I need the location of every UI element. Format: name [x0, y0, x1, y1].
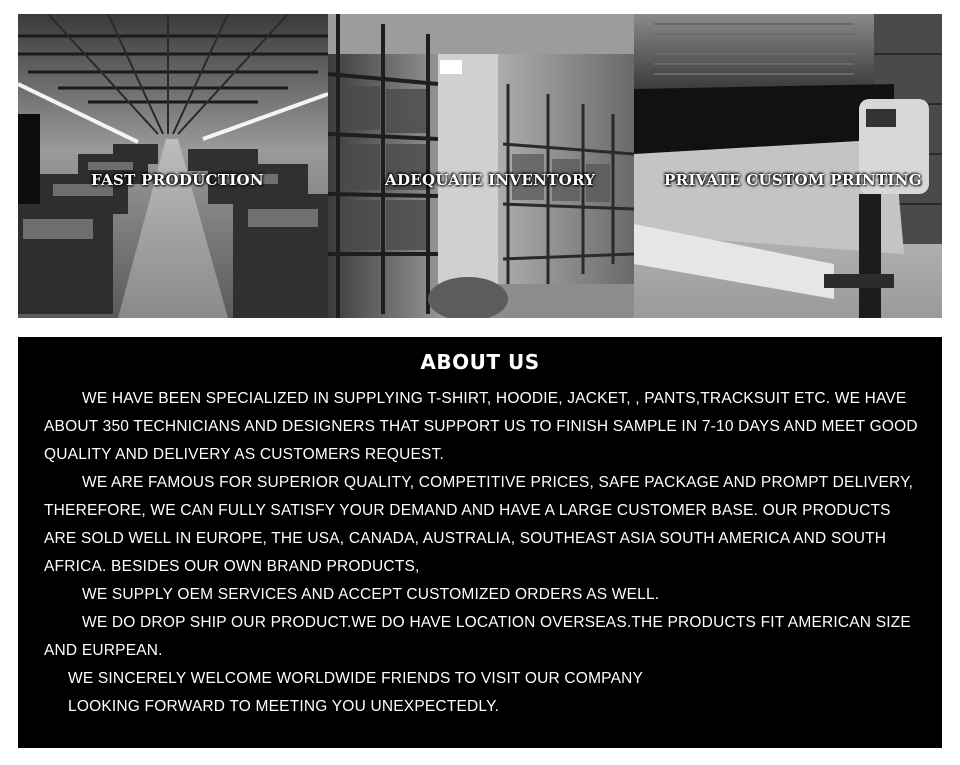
warehouse-image: [328, 14, 634, 318]
photo-caption-adequate-inventory: ADEQUATE INVENTORY: [385, 171, 596, 189]
about-us-title: ABOUT US: [420, 350, 540, 374]
about-paragraph: WE HAVE BEEN SPECIALIZED IN SUPPLYING T-SHIRT, HOODIE, JACKET, , PANTS,TRACKSUIT ETC. WE HAVE ABOUT 350 TECHNICIANS AND DESIGNERS THAT SUPPORT US TO FINISH SAMPLE IN 7-10 DAYS AND MEET GOOD QUALITY AND DELIVERY AS CUSTOMERS REQUEST.: [44, 390, 918, 463]
photo-adequate-inventory: [328, 14, 634, 318]
photo-fast-production: [18, 14, 328, 318]
printing-machine-image: [634, 14, 942, 318]
photo-strip: [18, 14, 942, 318]
photo-private-custom-printing: [634, 14, 942, 318]
about-us-panel: [18, 337, 942, 748]
factory-floor-image: [18, 14, 328, 318]
about-paragraph: LOOKING FORWARD TO MEETING YOU UNEXPECTEDLY.: [68, 698, 500, 715]
photo-caption-fast-production: FAST PRODUCTION: [91, 171, 264, 189]
about-paragraph: WE SUPPLY OEM SERVICES AND ACCEPT CUSTOMIZED ORDERS AS WELL.: [82, 586, 660, 603]
about-paragraph: WE DO DROP SHIP OUR PRODUCT.WE DO HAVE LOCATION OVERSEAS.THE PRODUCTS FIT AMERICAN SIZE AND EURPEAN.: [44, 614, 911, 659]
about-us-body: [44, 385, 924, 721]
about-paragraph: WE SINCERELY WELCOME WORLDWIDE FRIENDS TO VISIT OUR COMPANY: [68, 670, 644, 687]
photo-caption-private-custom-printing: PRIVATE CUSTOM PRINTING: [664, 171, 922, 189]
about-paragraph: WE ARE FAMOUS FOR SUPERIOR QUALITY, COMPETITIVE PRICES, SAFE PACKAGE AND PROMPT DELIVERY, THEREFORE, WE CAN FULLY SATISFY YOUR DEMAND AND HAVE A LARGE CUSTOMER BASE. OUR PRODUCTS ARE SOLD WELL IN EUROPE, THE USA, CANADA, AUSTRALIA, SOUTHEAST ASIA SOUTH AMERICA AND SOUTH AFRICA. BESIDES OUR OWN BRAND PRODUCTS,: [44, 474, 914, 575]
